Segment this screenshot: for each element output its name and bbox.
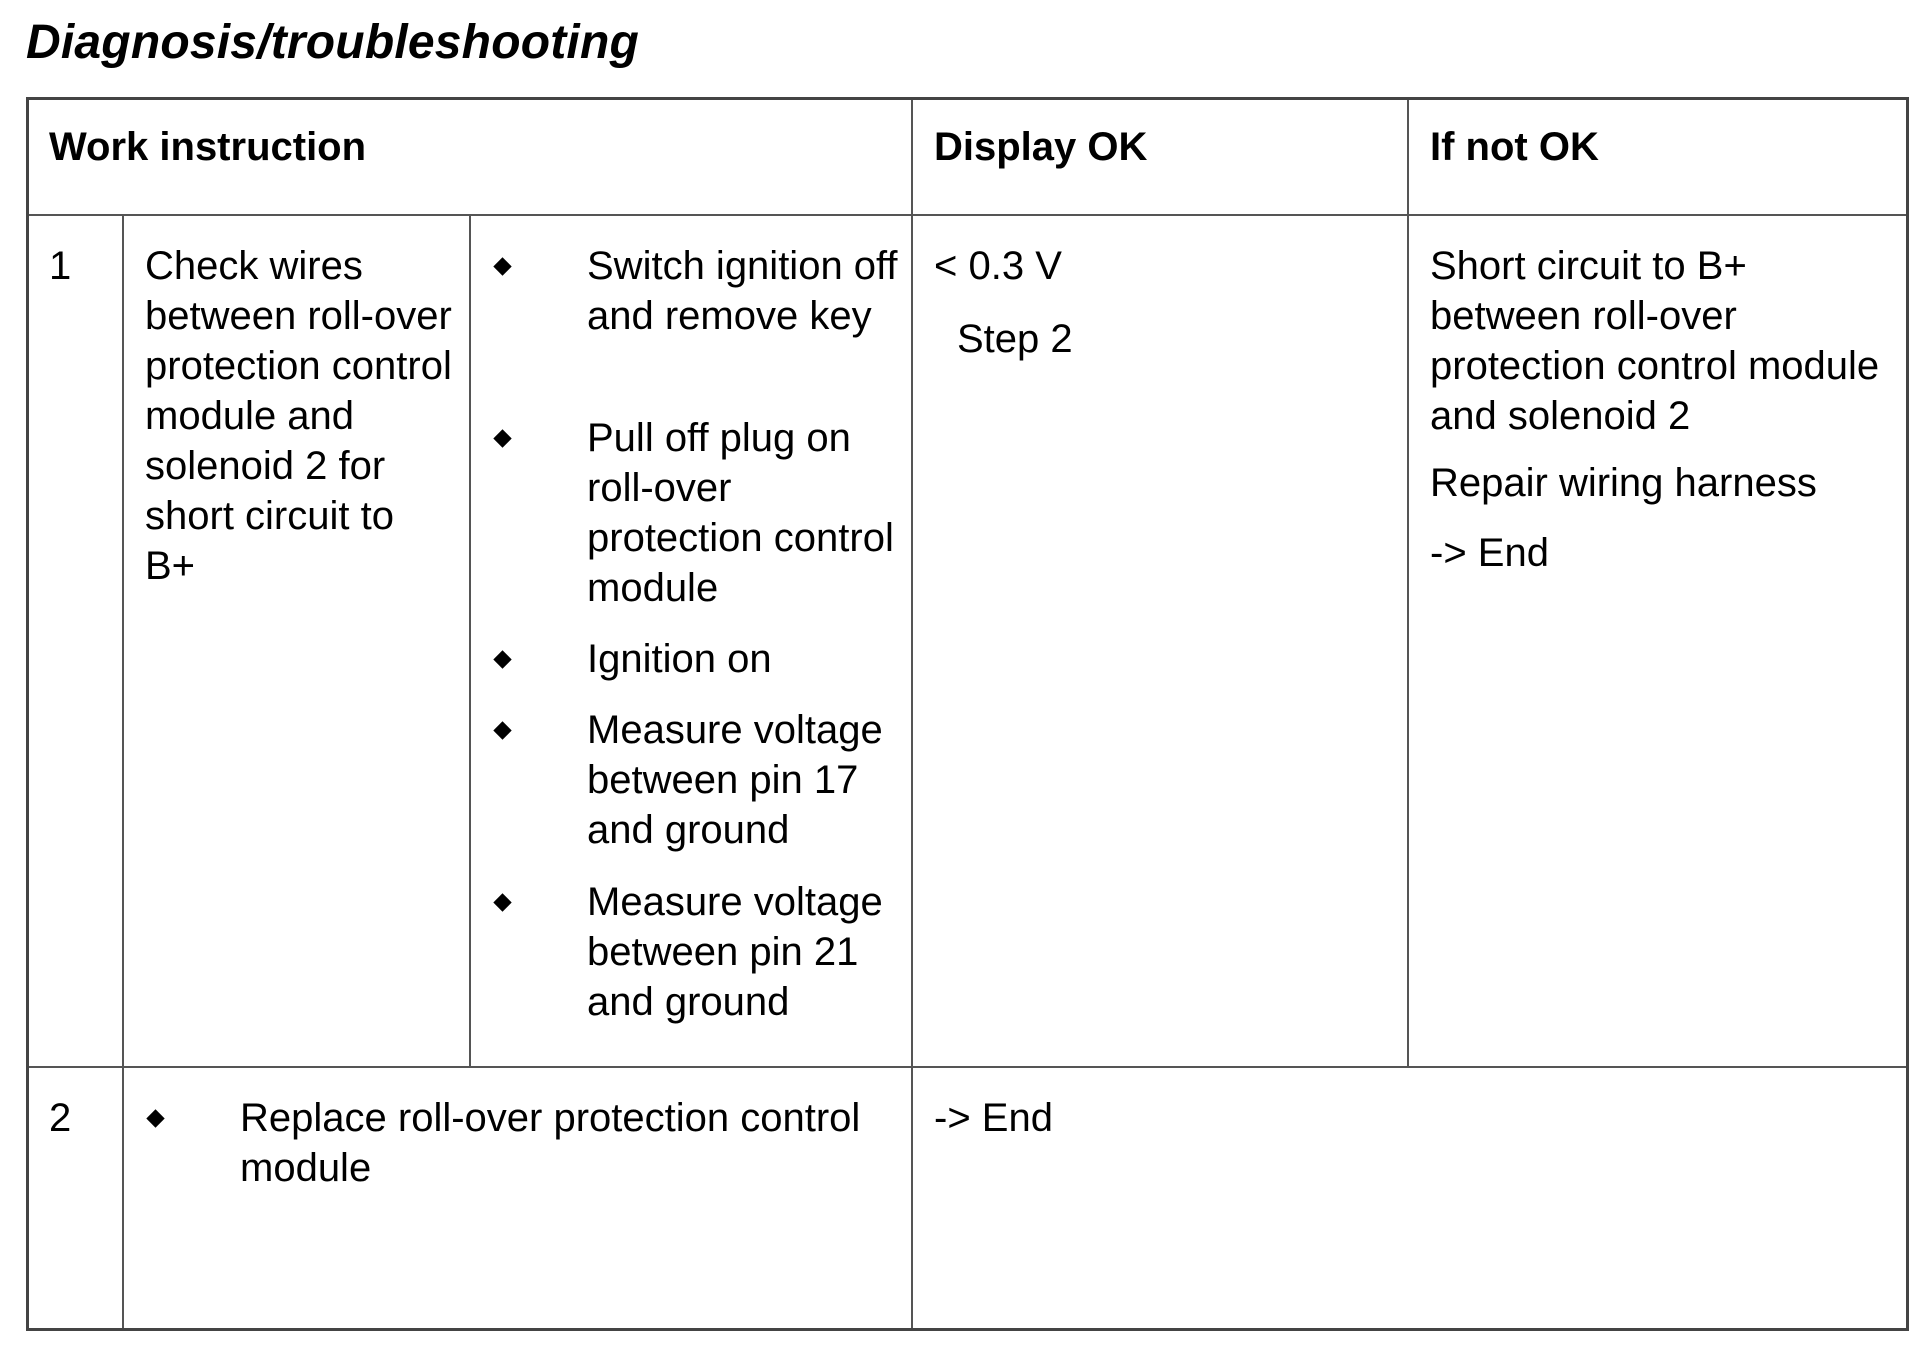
step-number: 2 <box>49 1096 72 1140</box>
check-description: Check wires between roll-over protection control module and solenoid 2 for short circuit to B+ <box>145 244 452 588</box>
display-ok-next-step: -> End <box>934 1096 1053 1140</box>
header-divider <box>29 214 1906 216</box>
notok-column-divider <box>1407 100 1409 1066</box>
not-ok-finding: Short circuit to B+ between roll-over protection control module and solenoid 2 <box>1430 244 1880 438</box>
display-ok-next-step: Step 2 <box>957 317 1073 361</box>
display-ok-value: < 0.3 V <box>934 244 1062 288</box>
instruction-bullet: Replace roll-over protection control module <box>240 1096 861 1190</box>
bullet-icon <box>493 429 511 447</box>
header-display-ok: Display OK <box>934 125 1148 169</box>
instruction-column-divider <box>469 214 471 1066</box>
bullet-icon <box>493 893 511 911</box>
bullet-icon <box>493 721 511 739</box>
step-number: 1 <box>49 244 72 288</box>
header-if-not-ok: If not OK <box>1430 125 1599 169</box>
not-ok-action: Repair wiring harness <box>1430 461 1817 505</box>
row-divider <box>29 1066 1906 1068</box>
instruction-bullet: Measure voltage between pin 21 and ground <box>587 880 883 1024</box>
instruction-bullet: Ignition on <box>587 637 772 681</box>
header-work-instruction: Work instruction <box>49 125 367 169</box>
troubleshooting-table <box>26 97 1909 1331</box>
bullet-icon <box>493 257 511 275</box>
page-title: Diagnosis/troubleshooting <box>26 16 639 69</box>
bullet-icon <box>493 650 511 668</box>
display-column-divider <box>911 100 913 1328</box>
step-column-divider <box>122 214 124 1328</box>
instruction-bullet: Measure voltage between pin 17 and ground <box>587 708 883 852</box>
instruction-bullet: Switch ignition off and remove key <box>587 244 898 338</box>
bullet-icon <box>146 1109 164 1127</box>
not-ok-next-step: -> End <box>1430 531 1549 575</box>
instruction-bullet: Pull off plug on roll-over protection control module <box>587 416 894 610</box>
